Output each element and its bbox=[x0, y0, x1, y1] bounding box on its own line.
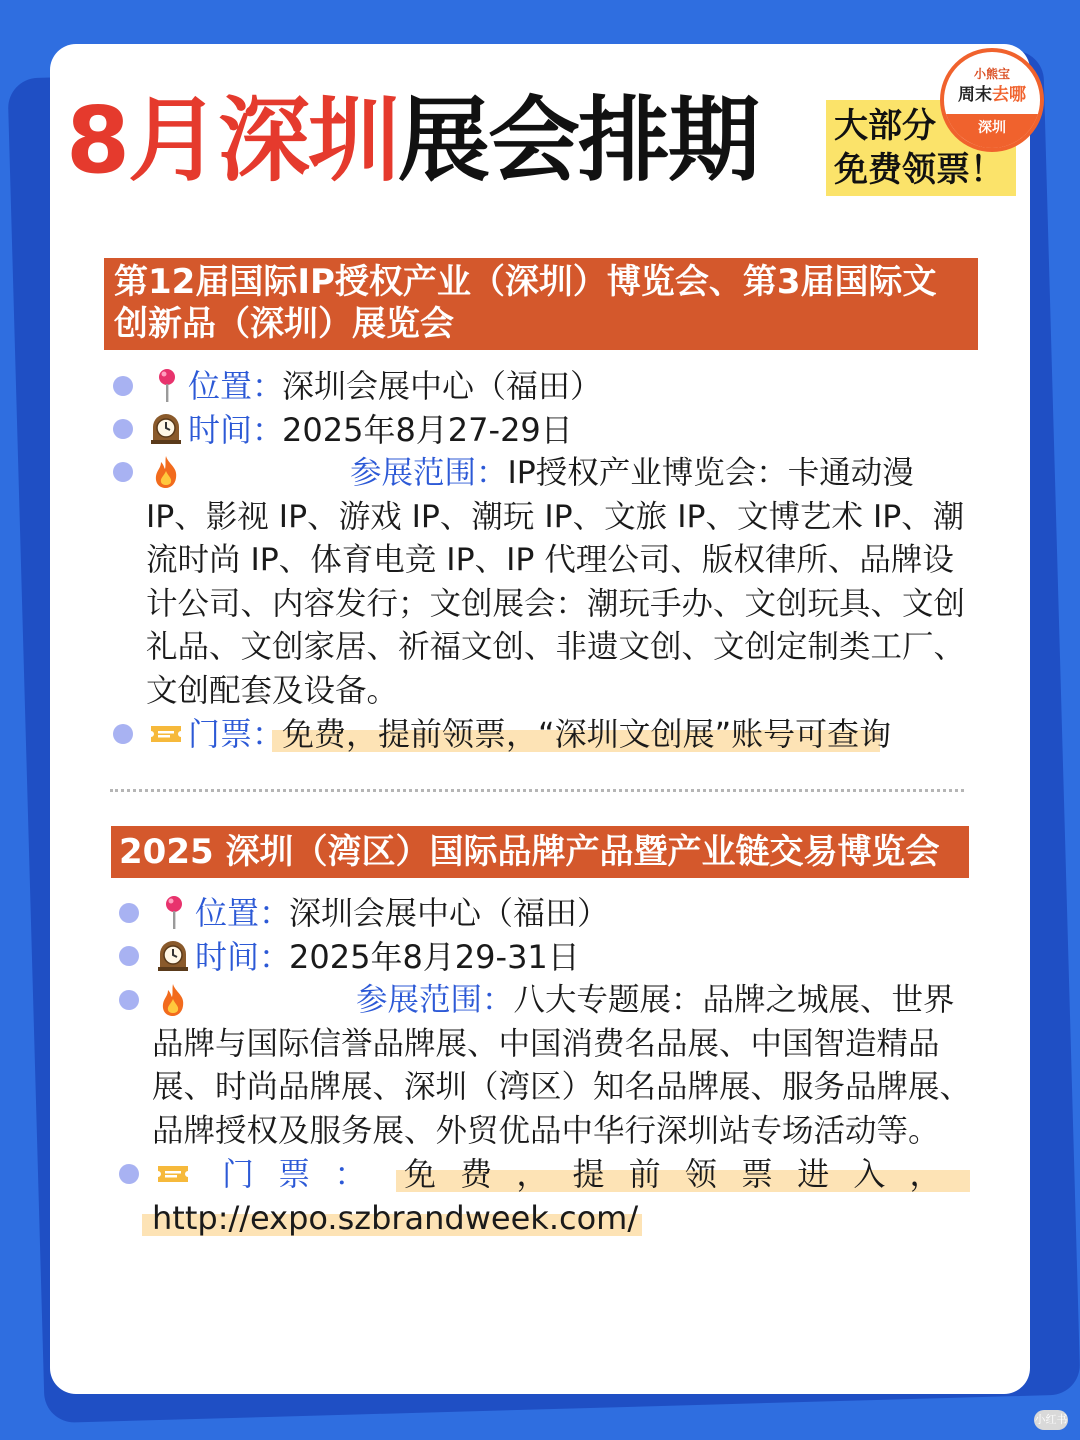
tag-line-1: 大部分 bbox=[834, 106, 936, 146]
title-red-part: 8月深圳 bbox=[66, 87, 399, 194]
bullet-dot bbox=[113, 419, 133, 439]
page-title bbox=[66, 86, 758, 196]
scope-paragraph bbox=[146, 452, 978, 713]
bullet-dot bbox=[113, 724, 133, 744]
bullet-dot bbox=[113, 462, 133, 482]
time-label: 时间： bbox=[195, 938, 292, 976]
scope-value: IP授权产业博览会：卡通动漫 IP、影视 IP、游戏 IP、潮玩 IP、文旅 IP、文博艺术 IP、潮流时尚 IP、体育电竞 IP、IP 代理公司、版权律所、品牌设计公司、内容发行；文创展会：潮玩手办、文创玩具、文创礼品、文创家居、祈福文创、非遗文创、文创定制类工厂、文创配套及设备。 bbox=[146, 455, 966, 709]
time-value: 2025年8月29-31日 bbox=[289, 938, 580, 976]
pushpin-icon bbox=[159, 895, 189, 931]
time-label: 时间： bbox=[188, 411, 285, 449]
bullet-dot bbox=[119, 903, 139, 923]
section-1-title: 第12届国际IP授权产业（深圳）博览会、第3届国际文创新品（深圳）展览会 bbox=[104, 258, 978, 350]
badge-mid-text: 周末去哪 bbox=[958, 85, 1026, 105]
brand-badge-logo bbox=[940, 48, 1044, 152]
watermark-logo: 小红书 bbox=[1034, 1410, 1068, 1430]
time-value: 2025年8月27-29日 bbox=[282, 411, 573, 449]
badge-bottom-text: 深圳 bbox=[944, 114, 1040, 148]
tag-line-2: 免费领票！ bbox=[834, 150, 1004, 190]
bullet-dot bbox=[119, 946, 139, 966]
ticket-url[interactable]: http://expo.szbrandweek.com/ bbox=[152, 1199, 639, 1237]
location-label: 位置： bbox=[188, 367, 285, 405]
ticket-label: 门 票 ： bbox=[222, 1155, 367, 1193]
ticket-label: 门票： bbox=[188, 715, 285, 753]
section-divider bbox=[110, 789, 964, 792]
mantel-clock-icon bbox=[156, 938, 190, 972]
ticket-icon bbox=[149, 722, 183, 746]
ticket-value: 免费，提前领票，“深圳文创展”账号可查询 bbox=[282, 715, 892, 753]
bullet-dot bbox=[119, 990, 139, 1010]
title-black-part: 展会排期 bbox=[398, 87, 759, 194]
scope-paragraph bbox=[152, 979, 984, 1153]
ticket-icon bbox=[156, 1162, 190, 1186]
mantel-clock-icon bbox=[149, 411, 183, 445]
ticket-value: 免 费 ， 提 前 领 票 进 入 ， bbox=[404, 1155, 942, 1193]
location-value: 深圳会展中心（福田） bbox=[282, 367, 603, 405]
bullet-dot bbox=[113, 376, 133, 396]
location-label: 位置： bbox=[195, 894, 292, 932]
scope-label: 参展范围： bbox=[356, 982, 514, 1018]
location-value: 深圳会展中心（福田） bbox=[289, 894, 610, 932]
scope-label: 参展范围： bbox=[350, 455, 508, 491]
badge-top-text: 小熊宝 bbox=[973, 67, 1010, 81]
pushpin-icon bbox=[152, 368, 182, 404]
scope-value: 八大专题展：品牌之城展、世界品牌与国际信誉品牌展、中国消费名品展、中国智造精品展、时尚品牌展、深圳（湾区）知名品牌展、服务品牌展、品牌授权及服务展、外贸优品中华行深圳站专场活动等。 bbox=[152, 982, 972, 1149]
section-2-title: 2025 深圳（湾区）国际品牌产品暨产业链交易博览会 bbox=[111, 826, 969, 878]
bullet-dot bbox=[119, 1164, 139, 1184]
